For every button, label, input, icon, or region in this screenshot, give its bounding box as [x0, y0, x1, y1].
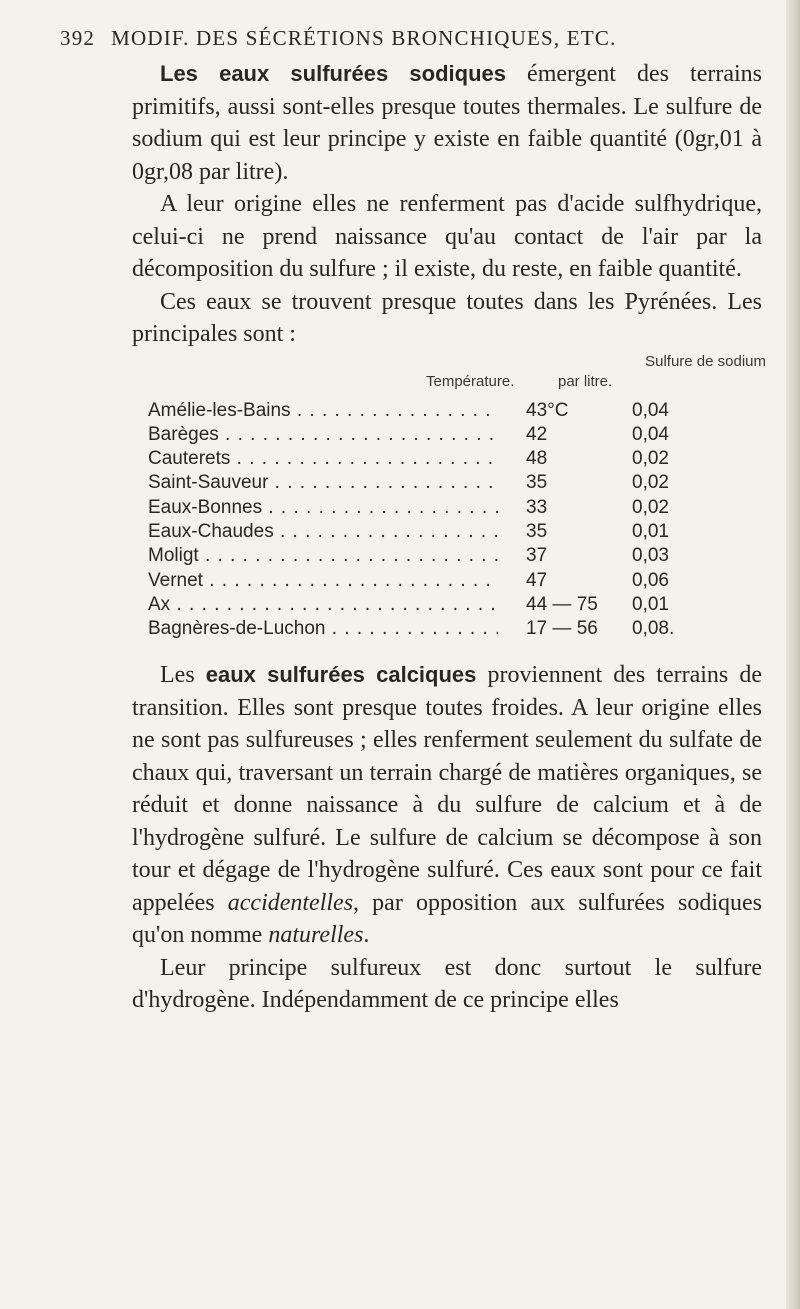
table-row	[132, 617, 762, 641]
spring-sulfure-value: 0,01	[632, 593, 669, 615]
spring-sulfure-value: 0,08.	[632, 618, 675, 640]
table-row	[132, 544, 762, 568]
spring-sulfure-value: 0,02	[632, 496, 669, 518]
spring-name: Ax . . .	[148, 593, 498, 617]
italic-accidentelles: accidentelles	[227, 889, 354, 916]
spring-temperature: 37	[526, 545, 548, 567]
spring-sulfure-value: 0,03	[632, 545, 669, 567]
paragraph-calciques-mid: , par opposition aux sulfurées sodiques qu'on nomme	[132, 889, 763, 949]
table-header	[132, 351, 766, 399]
running-head	[60, 18, 760, 58]
leader-end	[498, 399, 528, 423]
table-row	[132, 471, 762, 495]
spring-sulfure-value: 0,06	[632, 569, 669, 591]
page-content	[60, 18, 766, 1017]
springs-table	[132, 399, 762, 642]
spring-sulfure-value: 0,04	[632, 423, 669, 445]
spring-temperature: 17 — 56	[526, 618, 598, 640]
spring-name: Moligt . . .	[148, 544, 498, 568]
spring-temperature: 35	[526, 520, 548, 542]
spring-name: Vernet . . .	[148, 569, 498, 593]
calciques-lead: Les	[160, 662, 206, 689]
spring-temperature: 43°C	[526, 399, 569, 421]
spring-name: Amélie-les-Bains . . .	[148, 399, 498, 423]
page-number: 392	[60, 26, 96, 50]
spring-temperature: 47	[526, 569, 548, 591]
leader-end	[498, 544, 528, 568]
spring-temperature: 48	[526, 448, 548, 470]
page-edge	[786, 0, 800, 1309]
spring-name: Eaux-Chaudes . . .	[148, 520, 498, 544]
table-row	[132, 423, 762, 447]
spring-sulfure-value: 0,02	[632, 448, 669, 470]
leader-end	[498, 496, 528, 520]
spring-name: Eaux-Bonnes . . .	[148, 496, 498, 520]
paragraph-calciques	[132, 659, 762, 952]
leader-end	[498, 471, 528, 495]
leader-end	[498, 423, 528, 447]
leader-end	[498, 447, 528, 471]
paragraph-principe: Leur principe sulfureux est donc surtout le sulfure d'hydrogène. Indépendamment de ce principe elles	[132, 954, 762, 1014]
spring-name: Bagnères-de-Luchon . . .	[148, 617, 498, 641]
spring-temperature: 35	[526, 472, 548, 494]
table-row	[132, 569, 762, 593]
leader-end	[498, 593, 528, 617]
bold-lead-sodiques: Les eaux sulfurées sodiques	[160, 61, 506, 86]
col-header-temperature: Température.	[426, 372, 515, 390]
paragraph-sodiques	[132, 58, 762, 188]
table-row	[132, 520, 762, 544]
paragraph-calciques-end: .	[363, 922, 370, 949]
paragraph-sodiques-text: émergent des terrains primitifs, aussi sont-elles presque toutes thermales. Le sulfure de sodium qui est leur principe y existe en faible quantité (0gr,01 à 0gr,08 par litre).	[132, 61, 762, 185]
table-row	[132, 447, 762, 471]
leader-end	[498, 569, 528, 593]
spring-sulfure-value: 0,04	[632, 399, 669, 421]
spring-name: Saint-Sauveur . . .	[148, 471, 498, 495]
spring-temperature: 42	[526, 423, 548, 445]
spring-sulfure-value: 0,01	[632, 520, 669, 542]
spring-temperature: 44 — 75	[526, 593, 598, 615]
bold-lead-calciques: eaux sulfurées calciques	[205, 662, 477, 688]
paragraph-calciques-text: proviennent des terrains de transition. Elles sont presque toutes froides. A leur origine elles ne sont pas sulfureuses ; elles renferment seulement du sulfate de chaux qui, traversant un terrain chargé de matières organiques, se réduit et donne naissance à du sulfure de calcium et à de l'hydrogène sulfuré. Le sulfure de calcium se décompose à son tour et dégage de l'hydrogène sulfuré. Ces eaux sont pour ce fait appelées	[132, 662, 763, 916]
col-header-litre: par litre.	[558, 372, 613, 390]
spring-temperature: 33	[526, 496, 548, 518]
leader-end	[498, 617, 528, 641]
paragraph-pyrenees: Ces eaux se trouvent presque toutes dans les Pyrénées. Les principales sont :	[132, 288, 762, 347]
spring-name: Barèges . . .	[148, 423, 498, 447]
col-header-sulfure: Sulfure de sodium	[645, 352, 766, 370]
running-title: MODIF. DES SÉCRÉTIONS BRONCHIQUES, ETC.	[111, 26, 617, 50]
spring-sulfure-value: 0,02	[632, 472, 669, 494]
italic-naturelles: naturelles	[268, 922, 364, 949]
spring-name: Cauterets . . .	[148, 447, 498, 471]
leader-end	[498, 520, 528, 544]
table-row	[132, 399, 762, 423]
table-row	[132, 496, 762, 520]
paragraph-origine: A leur origine elles ne renferment pas d'acide sulfhydrique, celui-ci ne prend naissance qu'au contact de l'air par la décomposition du sulfure ; il existe, du reste, en faible quantité.	[132, 191, 762, 282]
table-row	[132, 593, 762, 617]
